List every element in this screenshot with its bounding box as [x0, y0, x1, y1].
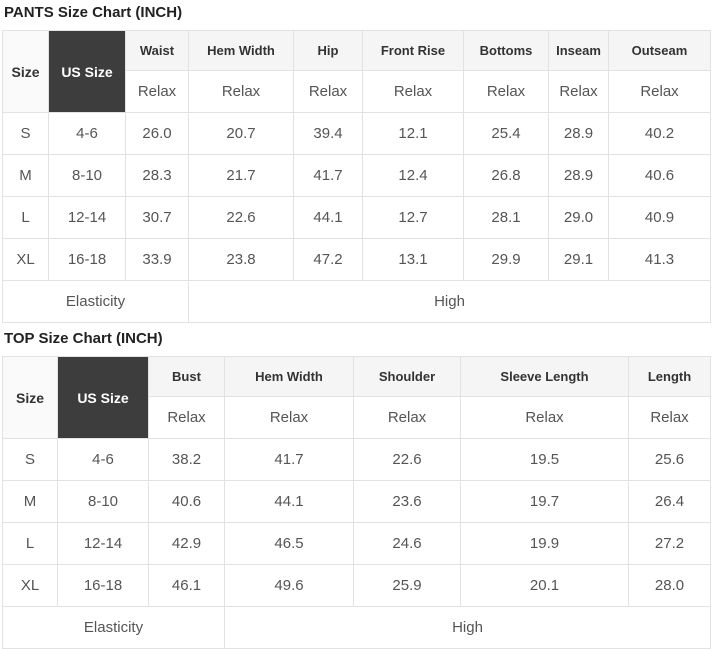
pants-cell: 13.1: [363, 239, 464, 281]
pants-cell: 39.4: [294, 113, 363, 155]
top-cell: 27.2: [629, 523, 711, 565]
pants-cell: 28.9: [549, 155, 609, 197]
top-cell: 42.9: [149, 523, 225, 565]
top-header-hem-width: Hem Width: [225, 357, 354, 397]
pants-header-front-rise: Front Rise: [363, 31, 464, 71]
pants-header-us-size: US Size: [49, 31, 126, 113]
top-fit-cell: Relax: [225, 397, 354, 439]
pants-cell: 30.7: [126, 197, 189, 239]
top-row-s: [3, 439, 711, 481]
pants-cell: 40.6: [609, 155, 711, 197]
pants-cell: 23.8: [189, 239, 294, 281]
pants-cell: 29.1: [549, 239, 609, 281]
pants-cell: 26.0: [126, 113, 189, 155]
pants-cell: 21.7: [189, 155, 294, 197]
pants-cell: 44.1: [294, 197, 363, 239]
top-size-table: [2, 356, 711, 649]
top-cell: 46.1: [149, 565, 225, 607]
top-cell: 8-10: [58, 481, 149, 523]
pants-elasticity-row: [3, 281, 711, 323]
pants-cell: 47.2: [294, 239, 363, 281]
top-header-bust: Bust: [149, 357, 225, 397]
top-cell: 41.7: [225, 439, 354, 481]
top-row-m: [3, 481, 711, 523]
top-cell: XL: [3, 565, 58, 607]
pants-row-s: [3, 113, 711, 155]
pants-cell: 41.7: [294, 155, 363, 197]
pants-header-size: Size: [3, 31, 49, 113]
pants-header-outseam: Outseam: [609, 31, 711, 71]
pants-fit-cell: Relax: [189, 71, 294, 113]
top-header-row: [3, 357, 711, 397]
pants-fit-cell: Relax: [363, 71, 464, 113]
top-cell: 23.6: [354, 481, 461, 523]
pants-fit-cell: Relax: [294, 71, 363, 113]
top-fit-cell: Relax: [354, 397, 461, 439]
pants-cell: 41.3: [609, 239, 711, 281]
top-cell: 19.9: [461, 523, 629, 565]
top-cell: 25.9: [354, 565, 461, 607]
pants-cell: 40.9: [609, 197, 711, 239]
top-cell: 28.0: [629, 565, 711, 607]
pants-cell: M: [3, 155, 49, 197]
top-cell: 46.5: [225, 523, 354, 565]
pants-header-hem-width: Hem Width: [189, 31, 294, 71]
pants-header-hip: Hip: [294, 31, 363, 71]
top-cell: 24.6: [354, 523, 461, 565]
top-header-sleeve-length: Sleeve Length: [461, 357, 629, 397]
pants-row-m: [3, 155, 711, 197]
top-header-size: Size: [3, 357, 58, 439]
top-cell: 49.6: [225, 565, 354, 607]
pants-cell: 16-18: [49, 239, 126, 281]
pants-cell: S: [3, 113, 49, 155]
pants-fit-cell: Relax: [609, 71, 711, 113]
pants-cell: 28.9: [549, 113, 609, 155]
pants-fit-cell: Relax: [464, 71, 549, 113]
pants-cell: 28.3: [126, 155, 189, 197]
pants-header-inseam: Inseam: [549, 31, 609, 71]
top-elasticity-row: [3, 607, 711, 649]
pants-elasticity-value: High: [189, 281, 711, 323]
pants-fit-cell: Relax: [126, 71, 189, 113]
pants-cell: 29.9: [464, 239, 549, 281]
top-cell: 40.6: [149, 481, 225, 523]
top-cell: 38.2: [149, 439, 225, 481]
top-fit-cell: Relax: [461, 397, 629, 439]
top-cell: L: [3, 523, 58, 565]
top-cell: 12-14: [58, 523, 149, 565]
top-header-us-size: US Size: [58, 357, 149, 439]
top-fit-cell: Relax: [149, 397, 225, 439]
top-elasticity-value: High: [225, 607, 711, 649]
pants-size-table: [2, 30, 711, 323]
top-cell: 22.6: [354, 439, 461, 481]
pants-cell: 28.1: [464, 197, 549, 239]
top-cell: 16-18: [58, 565, 149, 607]
pants-cell: 33.9: [126, 239, 189, 281]
top-cell: 44.1: [225, 481, 354, 523]
pants-cell: 26.8: [464, 155, 549, 197]
pants-cell: 4-6: [49, 113, 126, 155]
top-row-l: [3, 523, 711, 565]
pants-cell: 22.6: [189, 197, 294, 239]
pants-cell: 12.4: [363, 155, 464, 197]
pants-cell: 12.7: [363, 197, 464, 239]
pants-header-bottoms: Bottoms: [464, 31, 549, 71]
top-cell: 26.4: [629, 481, 711, 523]
top-header-length: Length: [629, 357, 711, 397]
pants-fit-cell: Relax: [549, 71, 609, 113]
pants-cell: 8-10: [49, 155, 126, 197]
pants-cell: 29.0: [549, 197, 609, 239]
pants-cell: 25.4: [464, 113, 549, 155]
pants-cell: 20.7: [189, 113, 294, 155]
top-cell: M: [3, 481, 58, 523]
top-cell: S: [3, 439, 58, 481]
top-elasticity-label: Elasticity: [3, 607, 225, 649]
top-row-xl: [3, 565, 711, 607]
top-cell: 20.1: [461, 565, 629, 607]
pants-cell: 40.2: [609, 113, 711, 155]
pants-header-row: [3, 31, 711, 71]
pants-chart-title: PANTS Size Chart (INCH): [4, 4, 183, 21]
top-cell: 4-6: [58, 439, 149, 481]
pants-cell: 12-14: [49, 197, 126, 239]
top-cell: 25.6: [629, 439, 711, 481]
pants-row-l: [3, 197, 711, 239]
pants-row-xl: [3, 239, 711, 281]
top-cell: 19.7: [461, 481, 629, 523]
top-cell: 19.5: [461, 439, 629, 481]
top-chart-title: TOP Size Chart (INCH): [4, 330, 163, 347]
pants-elasticity-label: Elasticity: [3, 281, 189, 323]
pants-header-waist: Waist: [126, 31, 189, 71]
pants-cell: 12.1: [363, 113, 464, 155]
top-fit-cell: Relax: [629, 397, 711, 439]
top-header-shoulder: Shoulder: [354, 357, 461, 397]
pants-cell: XL: [3, 239, 49, 281]
pants-cell: L: [3, 197, 49, 239]
